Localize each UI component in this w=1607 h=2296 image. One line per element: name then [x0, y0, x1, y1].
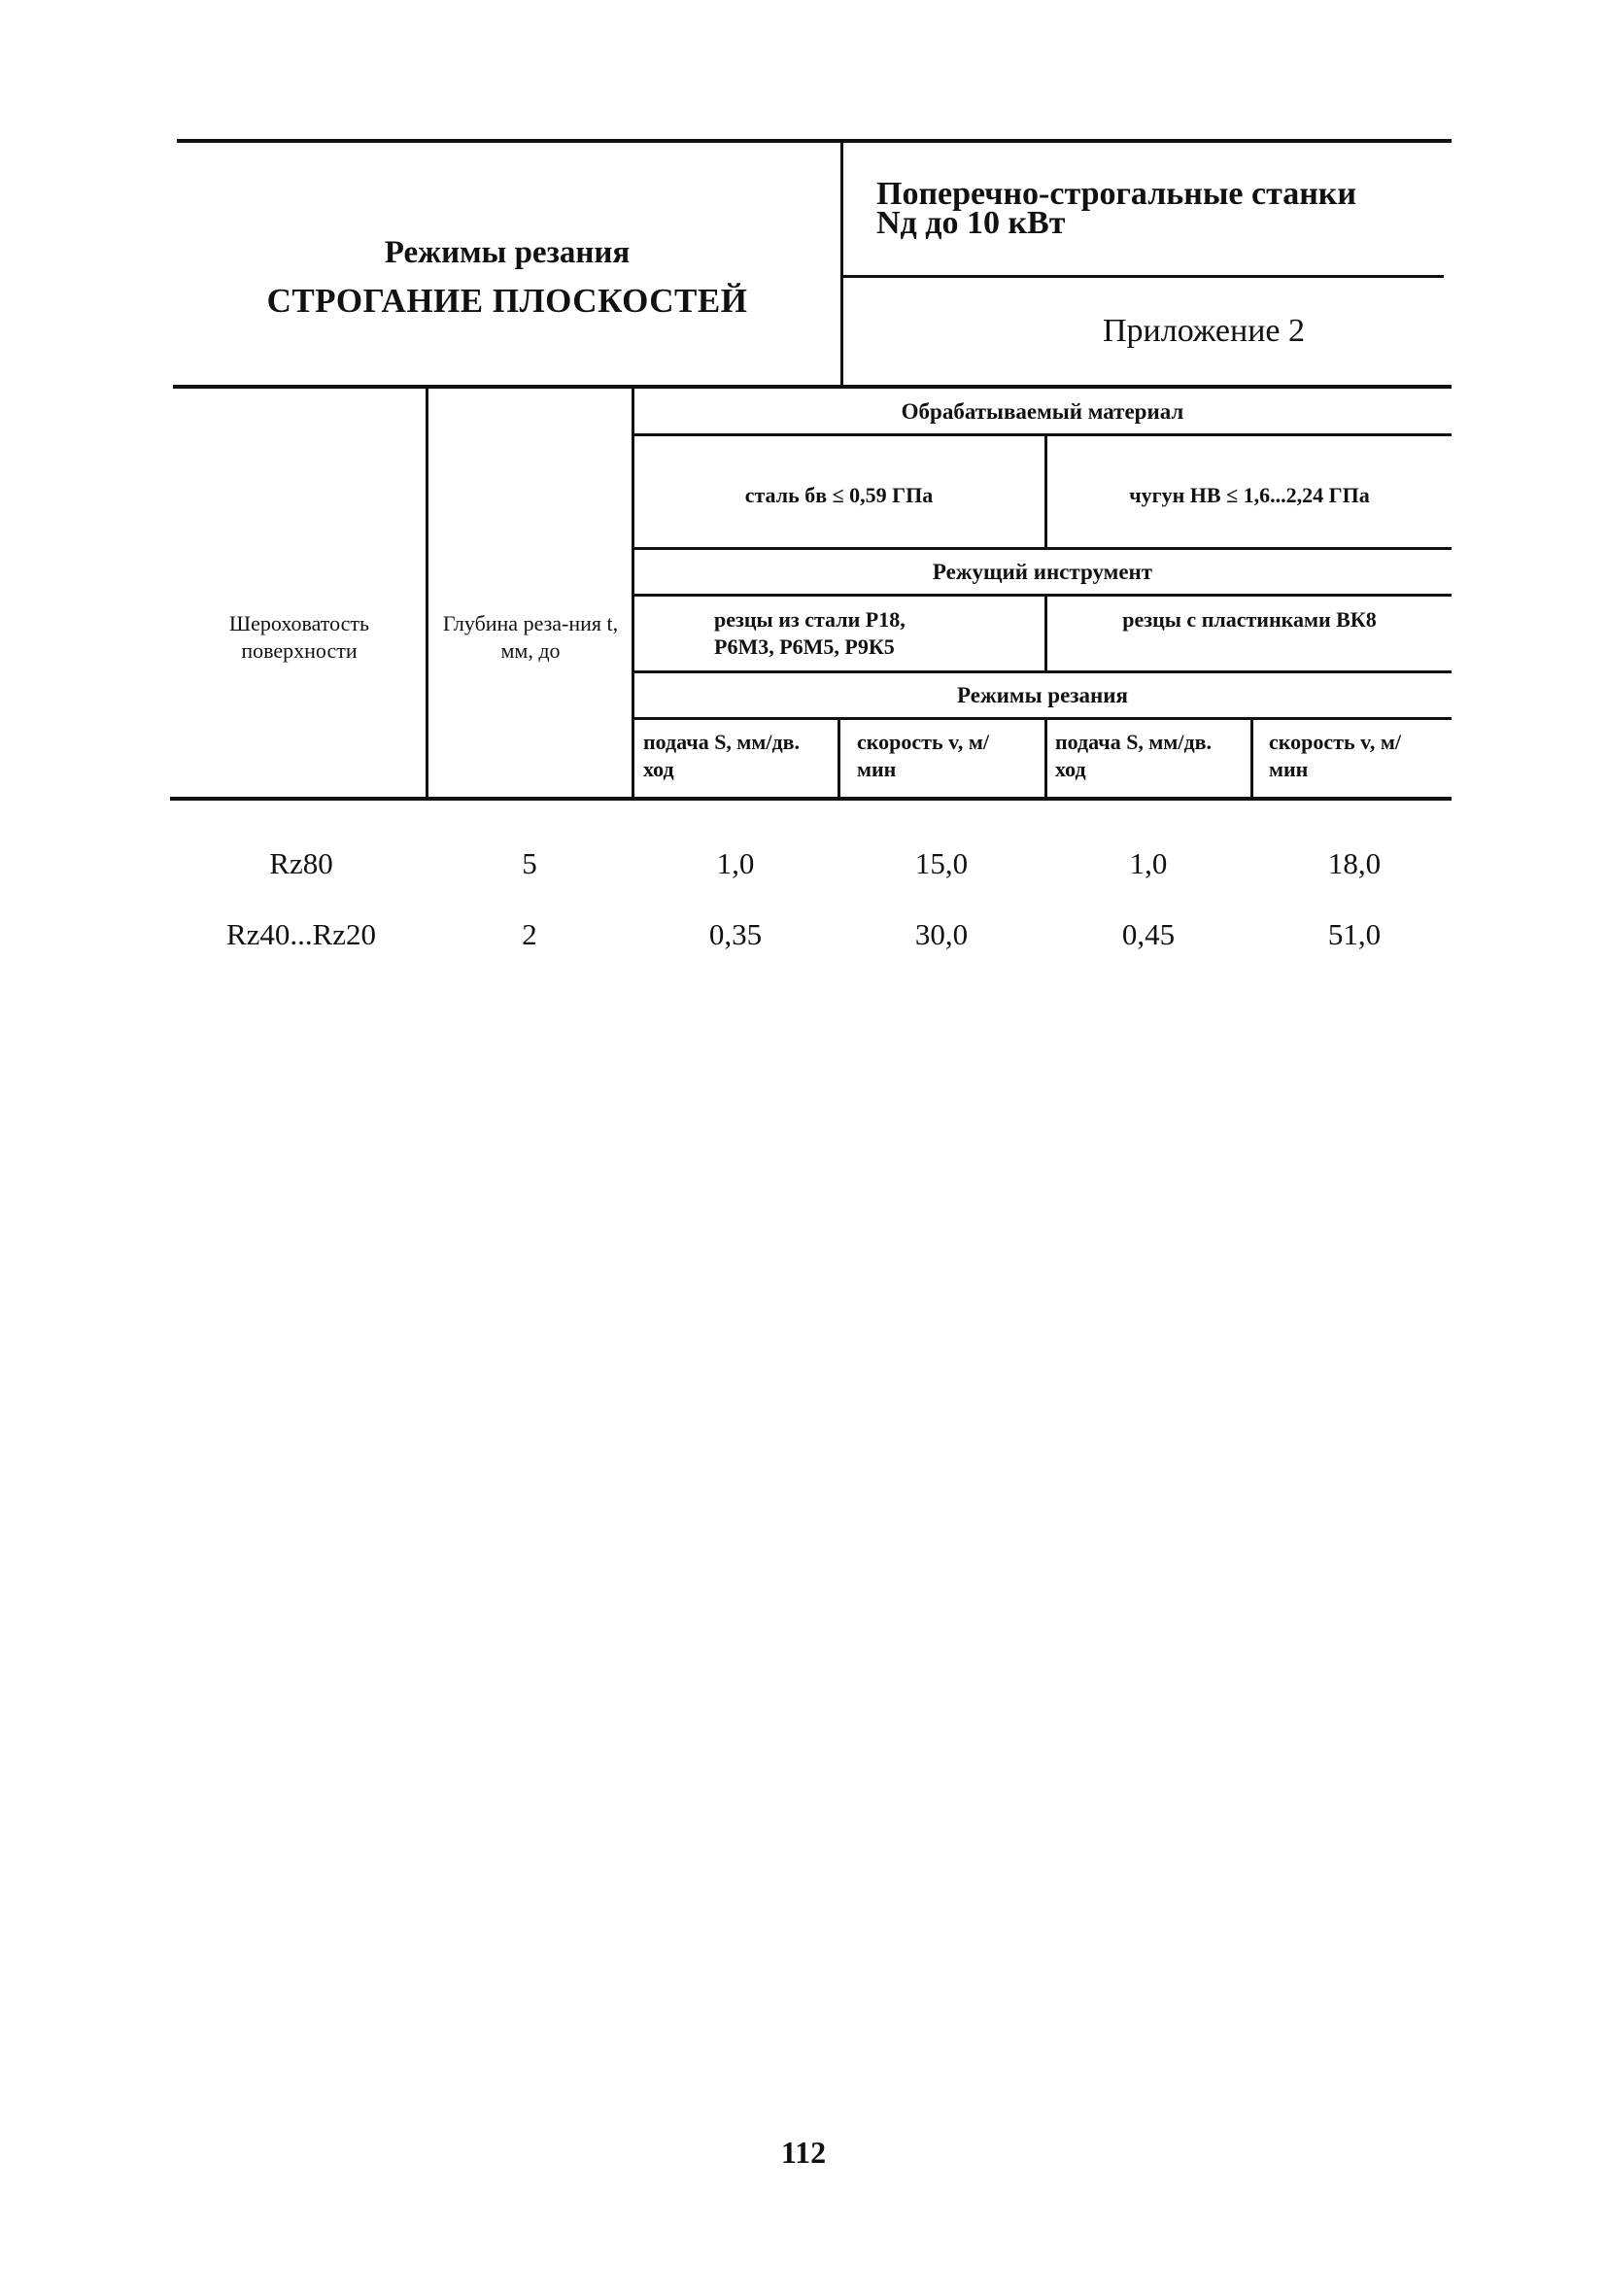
steel-speed-cell: 15,0 — [914, 846, 969, 880]
col-border-5 — [838, 719, 840, 799]
steel-feed-cell: 1,0 — [716, 846, 755, 880]
depth-cell: 2 — [522, 917, 537, 951]
tool-steel: резцы из стали Р18, Р6М3, Р6М5, Р9К5 — [714, 607, 906, 659]
row-rule-4 — [633, 670, 1452, 673]
iron-feed-cell: 0,45 — [1121, 917, 1176, 951]
roughness-cell: Rz40...Rz20 — [225, 917, 377, 951]
header-top-rule — [177, 139, 1452, 143]
steel-speed-cell: 30,0 — [914, 917, 969, 951]
row-rule-1 — [633, 433, 1452, 436]
table-header-bottom-rule — [170, 797, 1452, 801]
col-depth-header: Глубина реза-ния t, мм, до — [442, 611, 619, 663]
tool-header: Режущий инструмент — [932, 560, 1153, 584]
header-subtitle: Режимы резания — [384, 235, 631, 270]
iron-speed-cell: 51,0 — [1327, 917, 1382, 951]
row-rule-2 — [633, 547, 1452, 550]
page-number: 112 — [780, 2135, 827, 2170]
appendix-label: Приложение 2 — [1103, 313, 1305, 349]
header-bottom-rule — [173, 385, 1452, 389]
col-border-2 — [632, 387, 634, 799]
header-divider — [840, 141, 843, 386]
machine-type: Поперечно-строгальные станки — [876, 176, 1356, 212]
steel-speed-header: скорость v, м/мин — [857, 730, 989, 781]
steel-feed-cell: 0,35 — [708, 917, 763, 951]
iron-speed-header: скорость v, м/мин — [1269, 730, 1401, 781]
material-cast-iron: чугун НВ ≤ 1,6...2,24 ГПа — [1129, 483, 1370, 507]
col-border-6 — [1044, 719, 1047, 799]
col-border-7 — [1250, 719, 1253, 799]
row-rule-5 — [633, 717, 1452, 720]
material-header: Обрабатываемый материал — [901, 399, 1184, 424]
iron-feed-header: подача S, мм/дв. ход — [1055, 730, 1213, 781]
steel-feed-header: подача S, мм/дв. ход — [643, 730, 801, 781]
col-roughness-header: Шероховатость поверхности — [228, 611, 370, 663]
iron-speed-cell: 18,0 — [1327, 846, 1382, 880]
modes-header: Режимы резания — [957, 683, 1128, 707]
col-border-1 — [426, 387, 428, 799]
header-title: СТРОГАНИЕ ПЛОСКОСТЕЙ — [266, 282, 748, 320]
machine-power: Nд до 10 кВт — [876, 205, 1066, 241]
header-right-rule — [841, 275, 1444, 278]
iron-feed-cell: 1,0 — [1129, 846, 1168, 880]
depth-cell: 5 — [522, 846, 537, 880]
roughness-cell: Rz80 — [269, 846, 333, 880]
tool-carbide: резцы с пластинками ВК8 — [1122, 607, 1377, 632]
material-steel: сталь бв ≤ 0,59 ГПа — [744, 483, 934, 507]
row-rule-3 — [633, 594, 1452, 597]
